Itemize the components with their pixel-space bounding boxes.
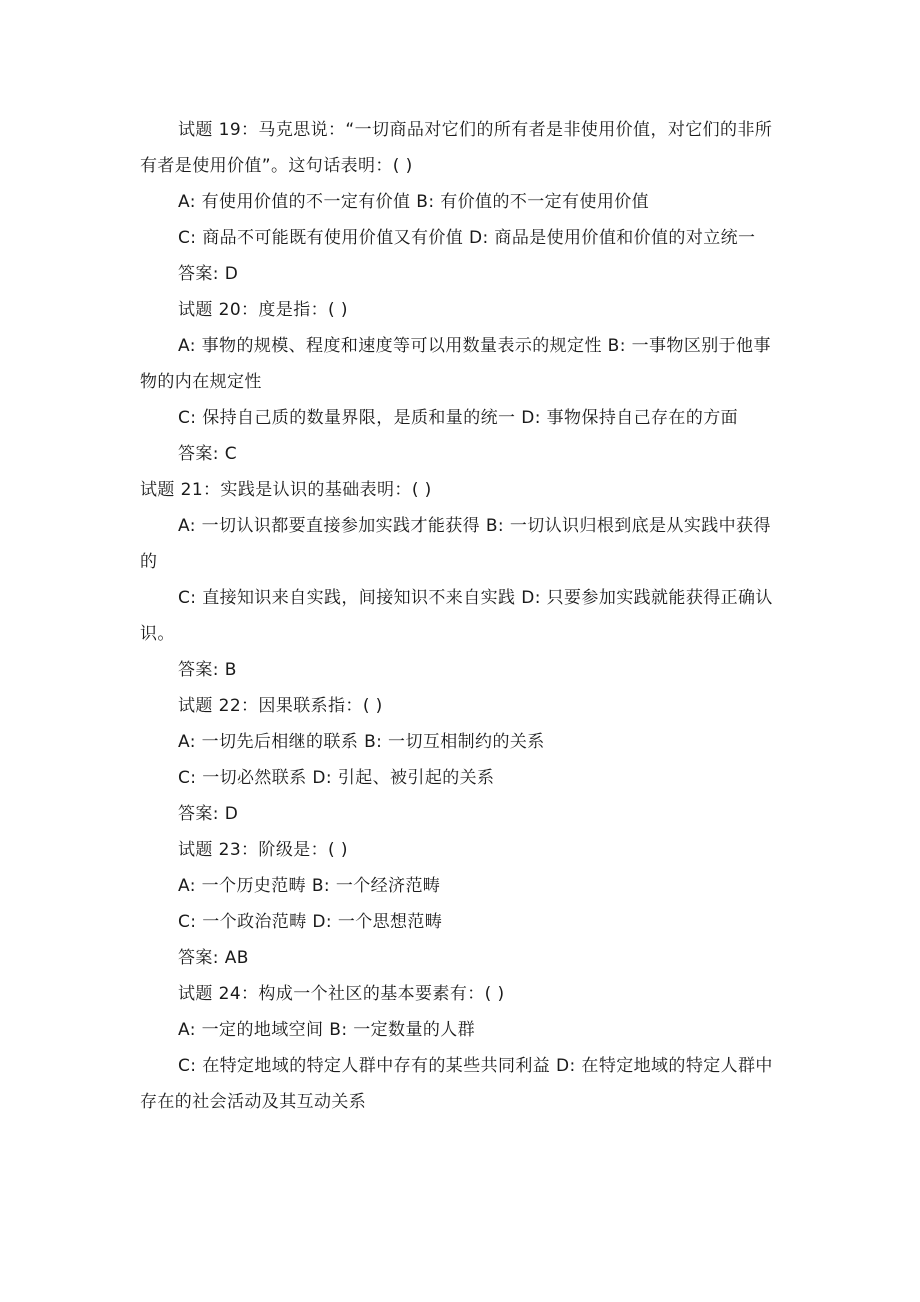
document-page xyxy=(140,112,785,1120)
question-23-options-cd: C: 一个政治范畴 D: 一个思想范畴 xyxy=(178,912,443,932)
question-22-answer: 答案: D xyxy=(178,804,239,824)
question-21-options-cd: C: 直接知识来自实践，间接知识不来自实践 D: 只要参加实践就能获得正确认识。 xyxy=(140,588,773,644)
question-24-stem: 试题 24：构成一个社区的基本要素有：( ) xyxy=(178,984,505,1004)
question-19-answer: 答案: D xyxy=(178,264,239,284)
question-20-answer: 答案: C xyxy=(178,444,238,464)
question-20-stem: 试题 20：度是指：( ) xyxy=(178,300,348,320)
question-19-options-ab: A: 有使用价值的不一定有价值 B: 有价值的不一定有使用价值 xyxy=(178,192,650,212)
question-21-options-ab: A: 一切认识都要直接参加实践才能获得 B: 一切认识归根到底是从实践中获得的 xyxy=(140,516,771,572)
question-23-options-ab: A: 一个历史范畴 B: 一个经济范畴 xyxy=(178,876,441,896)
question-23-stem: 试题 23：阶级是：( ) xyxy=(178,840,348,860)
question-20-options-ab: A: 事物的规模、程度和速度等可以用数量表示的规定性 B: 一事物区别于他事物的内在规定性 xyxy=(140,336,771,392)
question-22-options-ab: A: 一切先后相继的联系 B: 一切互相制约的关系 xyxy=(178,732,545,752)
question-19-options-cd: C: 商品不可能既有使用价值又有价值 D: 商品是使用价值和价值的对立统一 xyxy=(178,228,756,248)
question-19-stem: 试题 19：马克思说：“一切商品对它们的所有者是非使用价值，对它们的非所有者是使用价值”。这句话表明：( ) xyxy=(140,120,773,176)
question-24-options-cd: C: 在特定地域的特定人群中存有的某些共同利益 D: 在特定地域的特定人群中存在的社会活动及其互动关系 xyxy=(140,1056,773,1112)
question-22-stem: 试题 22：因果联系指：( ) xyxy=(178,696,383,716)
question-22-options-cd: C: 一切必然联系 D: 引起、被引起的关系 xyxy=(178,768,495,788)
question-21-answer: 答案: B xyxy=(178,660,237,680)
question-20-options-cd: C: 保持自己质的数量界限，是质和量的统一 D: 事物保持自己存在的方面 xyxy=(178,408,739,428)
question-24-options-ab: A: 一定的地域空间 B: 一定数量的人群 xyxy=(178,1020,476,1040)
question-21-stem: 试题 21：实践是认识的基础表明：( ) xyxy=(140,480,432,500)
question-23-answer: 答案: AB xyxy=(178,948,249,968)
